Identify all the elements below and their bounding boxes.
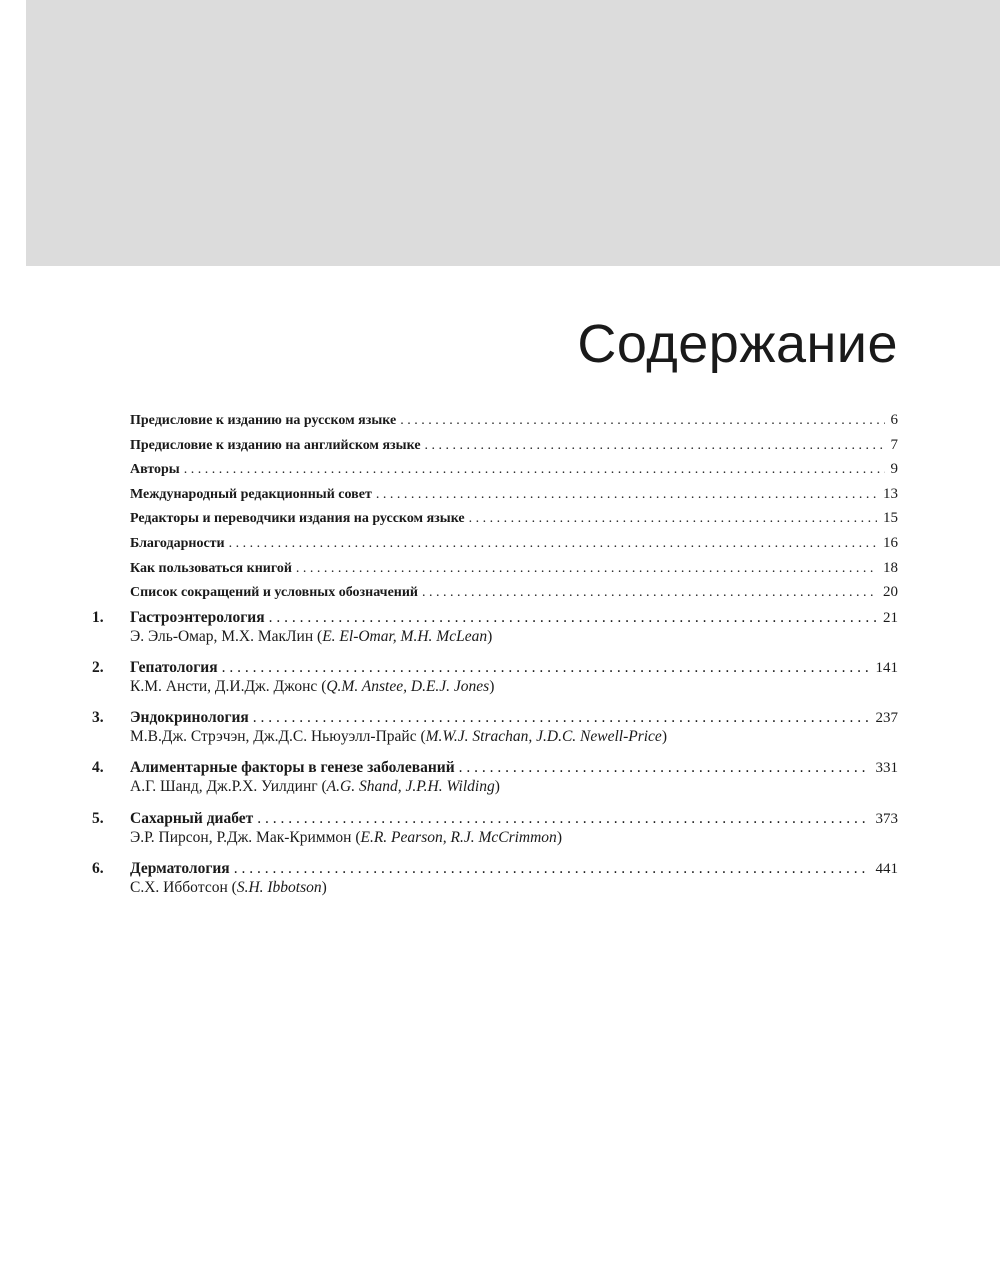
authors-latin: E.R. Pearson, R.J. McCrimmon	[360, 828, 557, 846]
chapter-entry-1[interactable]	[92, 609, 898, 659]
dot-leader	[400, 413, 884, 429]
chapter-list	[92, 609, 898, 910]
toc-entry-title: Авторы	[130, 462, 180, 478]
chapter-authors: Э.Р. Пирсон, Р.Дж. Мак-Криммон (E.R. Pearson, R.J. McCrimmon)	[130, 828, 562, 846]
authors-latin: S.H. Ibbotson	[236, 878, 322, 896]
chapter-authors: К.М. Ансти, Д.И.Дж. Джонс (Q.M. Anstee, D.E.J. Jones)	[130, 677, 495, 695]
toc-entry-page: 6	[890, 412, 898, 428]
dot-leader	[234, 860, 870, 878]
toc-entry-page: 9	[890, 461, 898, 478]
dot-leader	[459, 759, 870, 777]
authors-russian: М.В.Дж. Стрэчэн, Дж.Д.С. Ньюуэлл-Прайс	[130, 728, 417, 746]
chapter-entry-2[interactable]	[92, 659, 898, 709]
chapter-entry-4[interactable]	[92, 759, 898, 809]
dot-leader	[222, 659, 870, 677]
chapter-page: 373	[875, 810, 898, 827]
toc-entry-title: Как пользоваться книгой	[130, 560, 292, 576]
toc-entry-title: Благодарности	[130, 535, 225, 551]
authors-russian: Э.Р. Пирсон, Р.Дж. Мак-Криммон	[130, 828, 352, 846]
table-of-contents	[92, 412, 898, 910]
toc-entry-editors-translators[interactable]	[92, 510, 898, 535]
authors-latin: Q.M. Anstee, D.E.J. Jones	[326, 677, 490, 695]
chapter-number: 1.	[92, 608, 104, 626]
chapter-entry-5[interactable]	[92, 810, 898, 860]
chapter-page: 237	[875, 710, 898, 727]
authors-latin: A.G. Shand, J.P.H. Wilding	[326, 778, 495, 796]
dot-leader	[376, 487, 877, 503]
chapter-authors: А.Г. Шанд, Дж.Р.Х. Уилдинг (A.G. Shand, J.P.H. Wilding)	[130, 778, 500, 796]
header-band	[26, 0, 1000, 266]
chapter-title: Дерматология	[130, 859, 230, 877]
toc-entry-title: Редакторы и переводчики издания на русском языке	[130, 511, 465, 527]
chapter-title: Сахарный диабет	[130, 809, 254, 827]
page-title: Содержание	[577, 314, 898, 374]
chapter-entry-3[interactable]	[92, 709, 898, 759]
chapter-page: 331	[875, 760, 898, 777]
dot-leader	[422, 585, 877, 601]
toc-entry-page: 20	[883, 584, 898, 601]
toc-entry-acknowledgements[interactable]	[92, 535, 898, 560]
chapter-number: 5.	[92, 809, 104, 827]
toc-entry-title: Международный редакционный совет	[130, 486, 372, 502]
authors-russian: Э. Эль-Омар, М.Х. МакЛин	[130, 627, 314, 645]
dot-leader	[184, 462, 885, 478]
toc-entry-how-to-use[interactable]	[92, 560, 898, 585]
chapter-page: 21	[883, 609, 898, 626]
toc-entry-preface-russian[interactable]	[92, 412, 898, 437]
toc-entry-page: 18	[883, 559, 898, 576]
toc-entry-page: 7	[890, 436, 898, 453]
chapter-title: Гепатология	[130, 658, 218, 676]
chapter-title: Эндокринология	[130, 709, 249, 727]
toc-entry-preface-english[interactable]	[92, 437, 898, 462]
chapter-authors: Э. Эль-Омар, М.Х. МакЛин (E. El-Omar, M.H. McLean)	[130, 627, 493, 645]
toc-entry-page: 16	[883, 534, 898, 551]
chapter-page: 441	[875, 860, 898, 877]
authors-russian: С.Х. Иббoтсон	[130, 878, 228, 896]
chapter-entry-6[interactable]	[92, 860, 898, 910]
authors-latin: E. El-Omar, M.H. McLean	[322, 627, 488, 645]
chapter-title: Алиментарные факторы в генезе заболеваний	[130, 759, 455, 777]
dot-leader	[257, 810, 869, 828]
front-matter-list	[92, 412, 898, 609]
chapter-number: 4.	[92, 759, 104, 777]
chapter-authors: С.Х. Иббoтсон (S.H. Ibbotson)	[130, 878, 327, 896]
toc-entry-authors[interactable]	[92, 461, 898, 486]
dot-leader	[269, 609, 877, 627]
authors-russian: А.Г. Шанд, Дж.Р.Х. Уилдинг	[130, 778, 318, 796]
dot-leader	[253, 709, 870, 727]
toc-entry-title: Список сокращений и условных обозначений	[130, 585, 418, 601]
toc-entry-page: 15	[883, 510, 898, 527]
dot-leader	[229, 536, 877, 552]
dot-leader	[296, 561, 877, 577]
dot-leader	[425, 438, 885, 454]
toc-entry-title: Предисловие к изданию на английском языке	[130, 437, 421, 453]
chapter-authors: М.В.Дж. Стрэчэн, Дж.Д.С. Ньюуэлл-Прайс (M.W.J. Strachan, J.D.C. Newell-Price)	[130, 728, 667, 746]
toc-entry-title: Предисловие к изданию на русском языке	[130, 413, 397, 428]
authors-russian: К.М. Ансти, Д.И.Дж. Джонс	[130, 677, 318, 695]
toc-entry-page: 13	[883, 485, 898, 502]
chapter-number: 3.	[92, 709, 104, 727]
chapter-number: 6.	[92, 859, 104, 877]
chapter-page: 141	[875, 659, 898, 676]
toc-entry-abbreviations[interactable]	[92, 584, 898, 609]
authors-latin: M.W.J. Strachan, J.D.C. Newell-Price	[425, 728, 662, 746]
dot-leader	[469, 511, 877, 527]
chapter-number: 2.	[92, 658, 104, 676]
chapter-title: Гастроэнтерология	[130, 608, 265, 626]
toc-entry-editorial-board[interactable]	[92, 486, 898, 511]
